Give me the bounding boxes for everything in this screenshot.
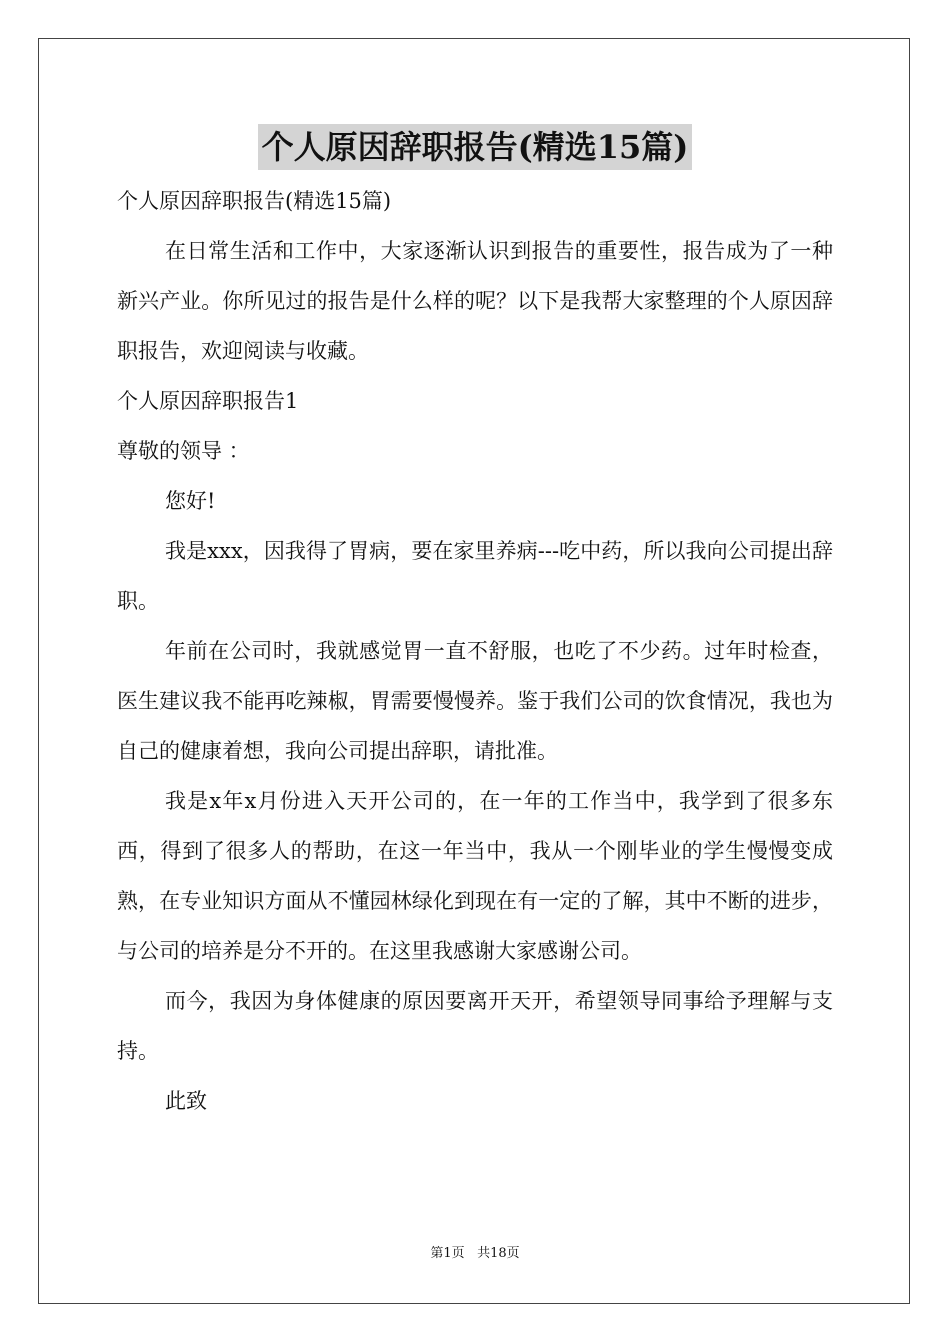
section-heading: 个人原因辞职报告1: [117, 389, 299, 413]
page-footer: [0, 1244, 950, 1264]
body-paragraph: 而今，我因为身体健康的原因要离开天开，希望领导同事给予理解与支持。: [117, 989, 833, 1063]
closing: 此致: [165, 1089, 207, 1113]
body-paragraph: 我是xxx，因我得了胃病，要在家里养病---吃中药，所以我向公司提出辞职。: [117, 539, 833, 613]
body-paragraph: 年前在公司时，我就感觉胃一直不舒服，也吃了不少药。过年时检查，医生建议我不能再吃辣椒，胃需要慢慢养。鉴于我们公司的饮食情况，我也为自己的健康着想，我向公司提出辞职，请批准。: [117, 639, 833, 763]
title-area: [0, 124, 950, 170]
salutation: 尊敬的领导 ：: [117, 439, 250, 463]
document-body: [117, 176, 833, 1126]
page-total: 共18页: [477, 1246, 520, 1261]
greeting: 您好!: [165, 489, 216, 513]
body-paragraph: 我是x年x月份进入天开公司的，在一年的工作当中，我学到了很多东西，得到了很多人的帮助，在这一年当中，我从一个刚毕业的学生慢慢变成熟，在专业知识方面从不懂园林绿化到现在有一定的了解，其中不断的进步，与公司的培养是分不开的。在这里我感谢大家感谢公司。: [117, 789, 833, 963]
intro-paragraph: 在日常生活和工作中，大家逐渐认识到报告的重要性，报告成为了一种新兴产业。你所见过的报告是什么样的呢？以下是我帮大家整理的个人原因辞职报告，欢迎阅读与收藏。: [117, 239, 833, 363]
page-number: 第1页: [430, 1246, 465, 1261]
document-subtitle: 个人原因辞职报告(精选15篇): [117, 189, 392, 213]
document-title: 个人原因辞职报告(精选15篇): [258, 124, 693, 170]
